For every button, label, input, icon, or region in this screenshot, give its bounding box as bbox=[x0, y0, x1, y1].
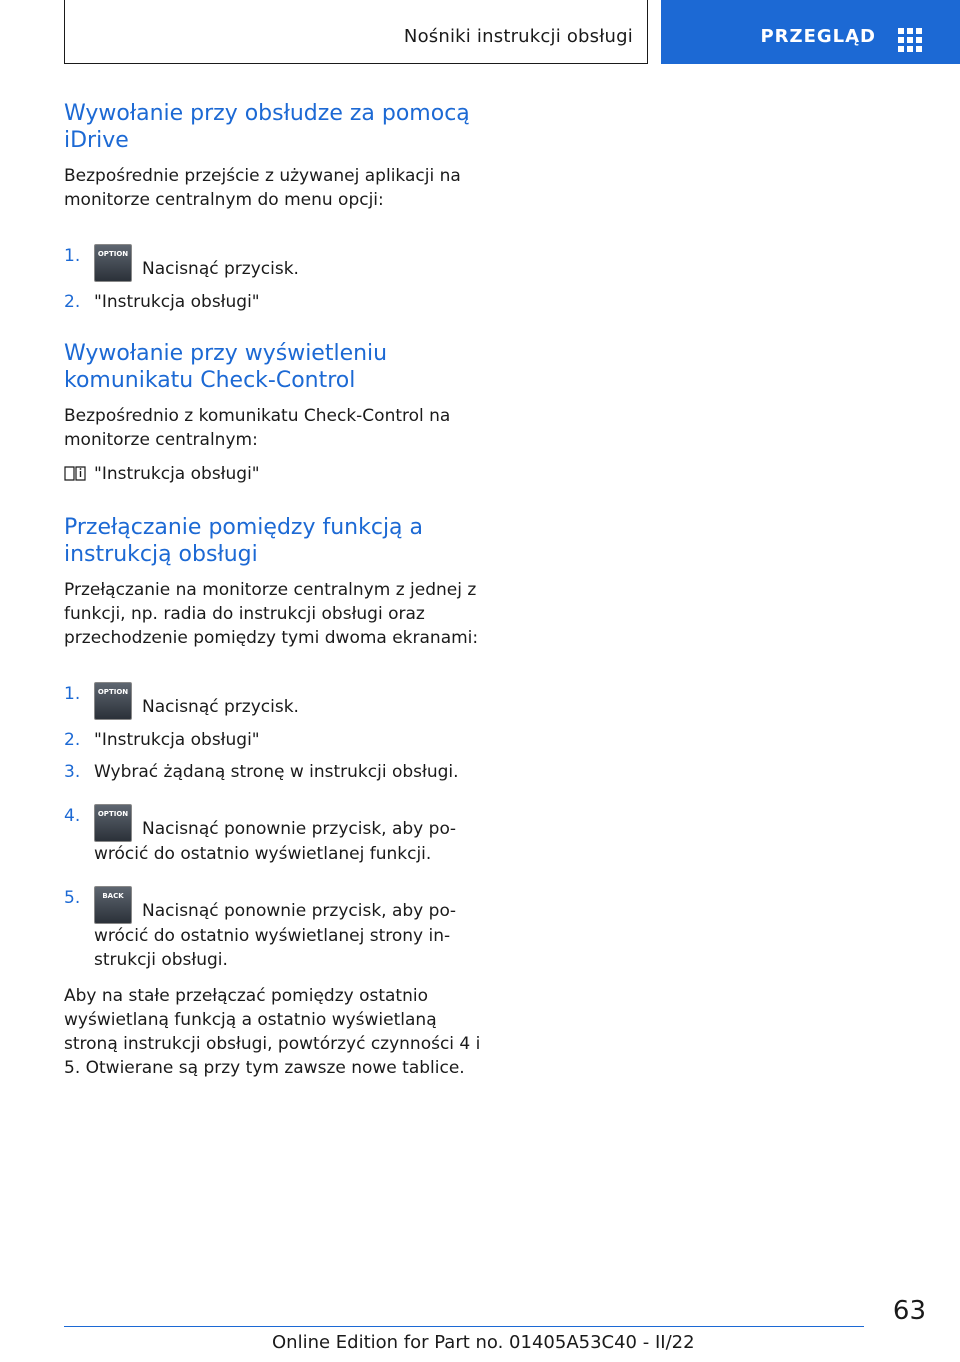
grid-icon bbox=[898, 28, 922, 52]
list-item bbox=[64, 290, 484, 314]
step-text: Nacisnąć ponownie przycisk, aby powrócić do ostatnio wyświetlanej funkcji. bbox=[94, 819, 456, 864]
section-intro-idrive: Bezpośrednie przejście z używanej aplikacji na monitorze centralnym do menu opcji: bbox=[64, 166, 461, 210]
list-item bbox=[64, 886, 484, 972]
step-text: "Instrukcja obsługi" bbox=[94, 730, 260, 750]
step-text: Nacisnąć przycisk. bbox=[142, 697, 299, 717]
footer-divider bbox=[64, 1326, 864, 1327]
item-text: "Instrukcja obsługi" bbox=[94, 464, 260, 484]
header-title-box bbox=[64, 0, 648, 64]
step-number: 1. bbox=[64, 246, 81, 266]
step-number: 2. bbox=[64, 292, 81, 312]
option-button-icon: OPTION bbox=[94, 244, 132, 282]
step-text: Nacisnąć przycisk. bbox=[142, 259, 299, 279]
step-number: 3. bbox=[64, 762, 81, 782]
step-number: 4. bbox=[64, 806, 81, 826]
list-item bbox=[64, 728, 484, 752]
list-item bbox=[64, 682, 484, 720]
option-button-icon: OPTION bbox=[94, 804, 132, 842]
header-title: Nośniki instrukcji obsługi bbox=[403, 26, 633, 47]
list-item bbox=[64, 244, 484, 282]
list-item bbox=[64, 804, 484, 866]
step-text: "Instrukcja obsługi" bbox=[94, 292, 260, 312]
section-tab[interactable] bbox=[661, 0, 960, 64]
option-button-icon: OPTION bbox=[94, 682, 132, 720]
step-text: Wybrać żądaną stronę w instrukcji obsługi. bbox=[94, 762, 459, 782]
list-item bbox=[64, 760, 484, 784]
main-content bbox=[64, 100, 484, 1080]
section-tab-label: PRZEGLĄD bbox=[760, 26, 876, 47]
step-number: 1. bbox=[64, 684, 81, 704]
section-heading-idrive: Wywołanie przy obsłudze za pomocą iDrive bbox=[64, 101, 470, 153]
footer-edition: Online Edition for Part no. 01405A53C40 - II/22 bbox=[272, 1332, 695, 1353]
step-text: Nacisnąć ponownie przycisk, aby powrócić do ostatnio wyświetlanej strony instrukcji obsługi. bbox=[94, 901, 456, 970]
step-number: 5. bbox=[64, 888, 81, 908]
section-heading-switching: Przełączanie pomiędzy funkcją a instrukcją obsługi bbox=[64, 515, 424, 567]
step-number: 2. bbox=[64, 730, 81, 750]
section-heading-check-control: Wywołanie przy wyświetleniu komunikatu Check-Control bbox=[64, 341, 388, 393]
section-intro-check-control: Bezpośrednio z komunikatu Check-Control na monitorze centralnym: bbox=[64, 406, 451, 450]
section-intro-switching: Przełączanie na monitorze centralnym z jednej z funkcji, np. radia do instrukcji obsługi oraz przechodzenie pomiędzy tymi dwoma ekranami: bbox=[64, 580, 479, 648]
page-number: 63 bbox=[892, 1296, 926, 1326]
section-outro-switching: Aby na stałe przełączać pomiędzy ostatnio wyświetlaną funkcją a ostatnio wyświetlaną stroną instrukcji obsługi, powtórzyć czynności 4 i 5. Otwierane są przy tym zawsze nowe tablice. bbox=[64, 986, 481, 1078]
book-info-icon bbox=[64, 465, 86, 481]
list-item bbox=[64, 462, 484, 486]
back-button-icon: BACK bbox=[94, 886, 132, 924]
